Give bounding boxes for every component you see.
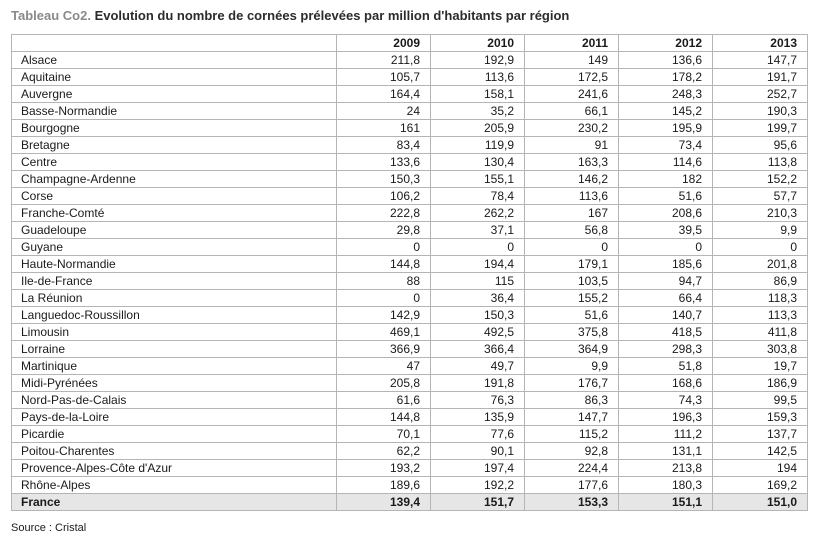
value-cell-2010: 192,2 (431, 477, 525, 494)
value-cell-2011: 149 (525, 52, 619, 69)
table-row-aquitaine (12, 69, 808, 86)
value-cell-2013: 303,8 (713, 341, 808, 358)
value-cell-2009: 469,1 (337, 324, 431, 341)
value-cell-2011: 86,3 (525, 392, 619, 409)
value-cell-2010: 191,8 (431, 375, 525, 392)
value-cell-2009: 205,8 (337, 375, 431, 392)
region-name: Guadeloupe (12, 222, 337, 239)
value-cell-2009: 0 (337, 239, 431, 256)
value-cell-2011: 224,4 (525, 460, 619, 477)
region-name: Champagne-Ardenne (12, 171, 337, 188)
value-cell-2011: 176,7 (525, 375, 619, 392)
value-cell-2012: 131,1 (619, 443, 713, 460)
region-name: La Réunion (12, 290, 337, 307)
table-row-alsace (12, 52, 808, 69)
table-row-basse-normandie (12, 103, 808, 120)
value-cell-2010: 49,7 (431, 358, 525, 375)
value-cell-2009: 88 (337, 273, 431, 290)
value-cell-2013: 159,3 (713, 409, 808, 426)
value-cell-2009: 29,8 (337, 222, 431, 239)
value-cell-2012: 66,4 (619, 290, 713, 307)
value-cell-2011: 115,2 (525, 426, 619, 443)
region-name: Bourgogne (12, 120, 337, 137)
region-name: Rhône-Alpes (12, 477, 337, 494)
value-cell-2011: 0 (525, 239, 619, 256)
value-cell-2013: 210,3 (713, 205, 808, 222)
value-cell-2009: 106,2 (337, 188, 431, 205)
region-name: Centre (12, 154, 337, 171)
value-cell-2013: 19,7 (713, 358, 808, 375)
table-row-pays-de-la-loire (12, 409, 808, 426)
table-number: Tableau Co2. (11, 8, 91, 23)
value-cell-2011: 9,9 (525, 358, 619, 375)
value-cell-2012: 136,6 (619, 52, 713, 69)
column-header-2012: 2012 (619, 35, 713, 52)
region-name: Pays-de-la-Loire (12, 409, 337, 426)
table-row-ile-de-france (12, 273, 808, 290)
value-cell-2013: 194 (713, 460, 808, 477)
region-name: Provence-Alpes-Côte d'Azur (12, 460, 337, 477)
value-cell-2013: 252,7 (713, 86, 808, 103)
table-caption (11, 8, 569, 23)
value-cell-2013: 411,8 (713, 324, 808, 341)
value-cell-2011: 92,8 (525, 443, 619, 460)
region-name: Limousin (12, 324, 337, 341)
value-cell-2009: 189,6 (337, 477, 431, 494)
value-cell-2013: 57,7 (713, 188, 808, 205)
value-cell-2012: 196,3 (619, 409, 713, 426)
value-cell-2013: 190,3 (713, 103, 808, 120)
value-cell-2010: 262,2 (431, 205, 525, 222)
value-cell-2010: 115 (431, 273, 525, 290)
region-name: Picardie (12, 426, 337, 443)
value-cell-2010: 130,4 (431, 154, 525, 171)
table-row-haute-normandie (12, 256, 808, 273)
value-cell-2011: 56,8 (525, 222, 619, 239)
table-row-midi-pyrenees (12, 375, 808, 392)
value-cell-2012: 248,3 (619, 86, 713, 103)
value-cell-2013: 95,6 (713, 137, 808, 154)
value-cell-2012: 208,6 (619, 205, 713, 222)
table-row-centre (12, 154, 808, 171)
value-cell-2009: 222,8 (337, 205, 431, 222)
value-cell-2011: 103,5 (525, 273, 619, 290)
value-cell-2012: 114,6 (619, 154, 713, 171)
value-cell-2013: 147,7 (713, 52, 808, 69)
value-cell-2012: 168,6 (619, 375, 713, 392)
value-cell-2010: 77,6 (431, 426, 525, 443)
value-cell-2011: 163,3 (525, 154, 619, 171)
value-cell-2010: 90,1 (431, 443, 525, 460)
value-cell-2011: 146,2 (525, 171, 619, 188)
region-name: Bretagne (12, 137, 337, 154)
table-row-guyane (12, 239, 808, 256)
column-header-2010: 2010 (431, 35, 525, 52)
value-cell-2009: 150,3 (337, 171, 431, 188)
value-cell-2009: 0 (337, 290, 431, 307)
value-cell-2012: 151,1 (619, 494, 713, 511)
value-cell-2009: 61,6 (337, 392, 431, 409)
value-cell-2010: 119,9 (431, 137, 525, 154)
value-cell-2010: 35,2 (431, 103, 525, 120)
value-cell-2010: 158,1 (431, 86, 525, 103)
value-cell-2009: 47 (337, 358, 431, 375)
table-body (12, 52, 808, 511)
value-cell-2013: 201,8 (713, 256, 808, 273)
value-cell-2009: 139,4 (337, 494, 431, 511)
value-cell-2010: 76,3 (431, 392, 525, 409)
value-cell-2010: 192,9 (431, 52, 525, 69)
value-cell-2010: 492,5 (431, 324, 525, 341)
region-name: Aquitaine (12, 69, 337, 86)
value-cell-2009: 105,7 (337, 69, 431, 86)
table-title: Evolution du nombre de cornées prélevées par million d'habitants par région (90, 8, 570, 23)
value-cell-2009: 133,6 (337, 154, 431, 171)
value-cell-2010: 37,1 (431, 222, 525, 239)
value-cell-2011: 241,6 (525, 86, 619, 103)
total-row (12, 494, 808, 511)
value-cell-2011: 91 (525, 137, 619, 154)
table-row-bretagne (12, 137, 808, 154)
region-name: Lorraine (12, 341, 337, 358)
value-cell-2012: 195,9 (619, 120, 713, 137)
value-cell-2012: 418,5 (619, 324, 713, 341)
value-cell-2012: 94,7 (619, 273, 713, 290)
table-row-guadeloupe (12, 222, 808, 239)
value-cell-2011: 155,2 (525, 290, 619, 307)
value-cell-2009: 144,8 (337, 256, 431, 273)
value-cell-2009: 164,4 (337, 86, 431, 103)
value-cell-2011: 179,1 (525, 256, 619, 273)
value-cell-2013: 199,7 (713, 120, 808, 137)
value-cell-2012: 298,3 (619, 341, 713, 358)
value-cell-2009: 366,9 (337, 341, 431, 358)
table-row-corse (12, 188, 808, 205)
table-row-la-reunion (12, 290, 808, 307)
table-row-lorraine (12, 341, 808, 358)
table-row-auvergne (12, 86, 808, 103)
value-cell-2012: 145,2 (619, 103, 713, 120)
corner-cell (12, 35, 337, 52)
column-header-2011: 2011 (525, 35, 619, 52)
value-cell-2013: 0 (713, 239, 808, 256)
value-cell-2011: 167 (525, 205, 619, 222)
region-name: Martinique (12, 358, 337, 375)
value-cell-2013: 142,5 (713, 443, 808, 460)
value-cell-2010: 151,7 (431, 494, 525, 511)
value-cell-2012: 51,6 (619, 188, 713, 205)
table-row-languedoc-roussillon (12, 307, 808, 324)
value-cell-2010: 78,4 (431, 188, 525, 205)
value-cell-2010: 197,4 (431, 460, 525, 477)
table-row-rhone-alpes (12, 477, 808, 494)
value-cell-2010: 155,1 (431, 171, 525, 188)
header-row (12, 35, 808, 52)
region-name: Ile-de-France (12, 273, 337, 290)
region-name: Midi-Pyrénées (12, 375, 337, 392)
source-note: Source : Cristal (11, 522, 87, 534)
value-cell-2009: 70,1 (337, 426, 431, 443)
value-cell-2012: 178,2 (619, 69, 713, 86)
data-table (11, 34, 808, 511)
value-cell-2012: 73,4 (619, 137, 713, 154)
value-cell-2012: 140,7 (619, 307, 713, 324)
value-cell-2011: 66,1 (525, 103, 619, 120)
value-cell-2012: 74,3 (619, 392, 713, 409)
value-cell-2011: 153,3 (525, 494, 619, 511)
value-cell-2010: 150,3 (431, 307, 525, 324)
value-cell-2013: 118,3 (713, 290, 808, 307)
region-name: Basse-Normandie (12, 103, 337, 120)
value-cell-2013: 186,9 (713, 375, 808, 392)
value-cell-2009: 193,2 (337, 460, 431, 477)
table-row-bourgogne (12, 120, 808, 137)
value-cell-2011: 172,5 (525, 69, 619, 86)
column-header-2013: 2013 (713, 35, 808, 52)
value-cell-2009: 142,9 (337, 307, 431, 324)
value-cell-2013: 137,7 (713, 426, 808, 443)
table-row-franche-comte (12, 205, 808, 222)
value-cell-2009: 211,8 (337, 52, 431, 69)
table-row-champagne-ardenne (12, 171, 808, 188)
value-cell-2010: 366,4 (431, 341, 525, 358)
value-cell-2012: 182 (619, 171, 713, 188)
value-cell-2010: 205,9 (431, 120, 525, 137)
value-cell-2013: 99,5 (713, 392, 808, 409)
value-cell-2013: 151,0 (713, 494, 808, 511)
region-name: Auvergne (12, 86, 337, 103)
table-row-provence-alpes-cote-d-azur (12, 460, 808, 477)
value-cell-2012: 51,8 (619, 358, 713, 375)
value-cell-2013: 152,2 (713, 171, 808, 188)
value-cell-2010: 194,4 (431, 256, 525, 273)
region-name: Poitou-Charentes (12, 443, 337, 460)
region-name: Alsace (12, 52, 337, 69)
table-row-poitou-charentes (12, 443, 808, 460)
value-cell-2009: 62,2 (337, 443, 431, 460)
value-cell-2012: 180,3 (619, 477, 713, 494)
value-cell-2012: 213,8 (619, 460, 713, 477)
value-cell-2011: 364,9 (525, 341, 619, 358)
region-name: Haute-Normandie (12, 256, 337, 273)
value-cell-2012: 185,6 (619, 256, 713, 273)
value-cell-2013: 169,2 (713, 477, 808, 494)
region-name: France (12, 494, 337, 511)
value-cell-2009: 24 (337, 103, 431, 120)
value-cell-2012: 111,2 (619, 426, 713, 443)
region-name: Guyane (12, 239, 337, 256)
value-cell-2009: 161 (337, 120, 431, 137)
value-cell-2013: 191,7 (713, 69, 808, 86)
value-cell-2011: 51,6 (525, 307, 619, 324)
value-cell-2013: 86,9 (713, 273, 808, 290)
value-cell-2013: 113,8 (713, 154, 808, 171)
value-cell-2010: 113,6 (431, 69, 525, 86)
region-name: Languedoc-Roussillon (12, 307, 337, 324)
value-cell-2012: 0 (619, 239, 713, 256)
table-row-picardie (12, 426, 808, 443)
table-row-limousin (12, 324, 808, 341)
value-cell-2009: 144,8 (337, 409, 431, 426)
value-cell-2009: 83,4 (337, 137, 431, 154)
value-cell-2011: 177,6 (525, 477, 619, 494)
value-cell-2011: 375,8 (525, 324, 619, 341)
value-cell-2011: 230,2 (525, 120, 619, 137)
value-cell-2011: 147,7 (525, 409, 619, 426)
value-cell-2013: 9,9 (713, 222, 808, 239)
region-name: Corse (12, 188, 337, 205)
column-header-2009: 2009 (337, 35, 431, 52)
value-cell-2013: 113,3 (713, 307, 808, 324)
value-cell-2012: 39,5 (619, 222, 713, 239)
value-cell-2010: 0 (431, 239, 525, 256)
value-cell-2011: 113,6 (525, 188, 619, 205)
table-row-martinique (12, 358, 808, 375)
value-cell-2010: 135,9 (431, 409, 525, 426)
region-name: Nord-Pas-de-Calais (12, 392, 337, 409)
value-cell-2010: 36,4 (431, 290, 525, 307)
table-row-nord-pas-de-calais (12, 392, 808, 409)
region-name: Franche-Comté (12, 205, 337, 222)
